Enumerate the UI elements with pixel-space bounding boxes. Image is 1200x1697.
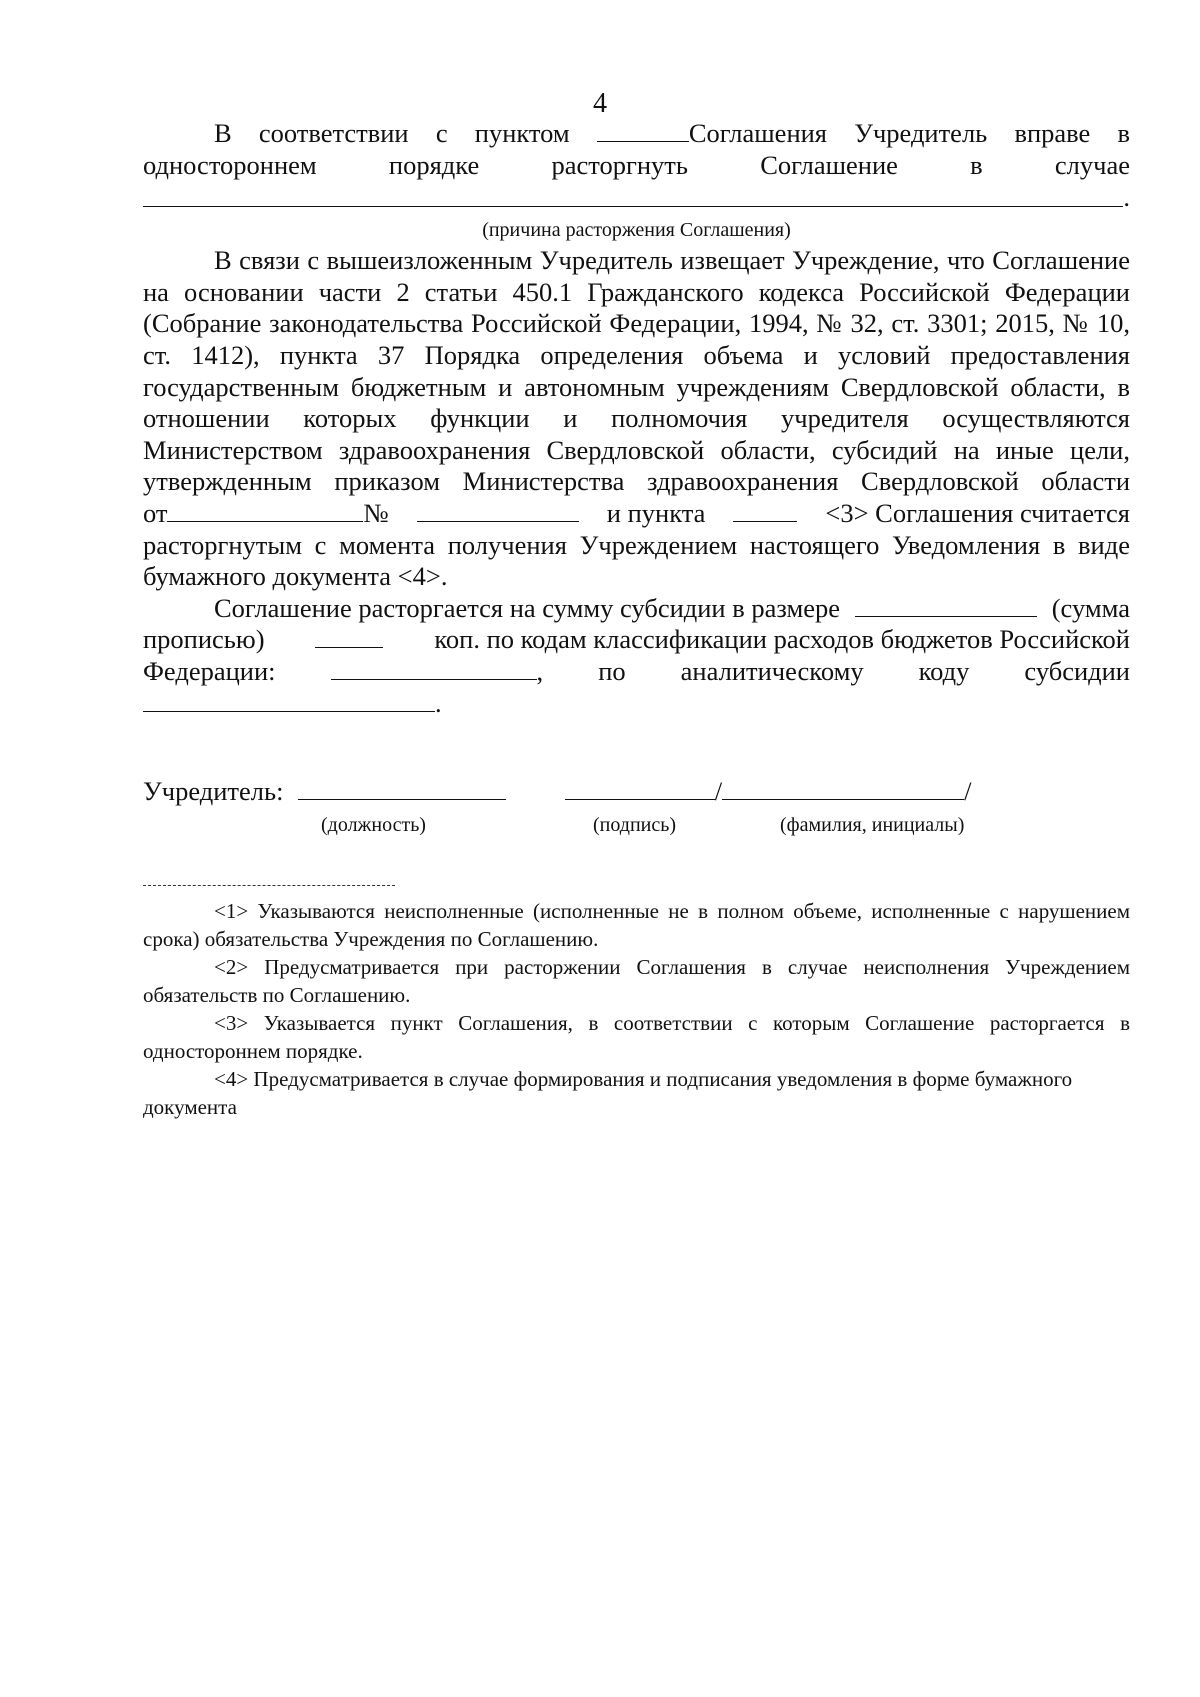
text-line: В связи с вышеизложенным Учредитель извещает Учреждение, что Соглашение [214,245,1130,276]
footnote-separator [143,885,395,886]
notice-body [143,118,1130,719]
termination-reason-field[interactable] [143,181,1130,213]
word: прописью) [143,624,265,655]
signature-row [143,775,1130,807]
word: по [598,655,626,686]
p2-line-11: бумажного документа <4>. [143,561,448,592]
word: (сумма [1051,592,1130,623]
p2-line-6: отношении которых функции и полномочия учредителя осуществляются [143,403,1130,434]
p2-line-8: утвержденным приказом Министерства здравоохранения Свердловской области [143,466,1130,497]
word: случае [1054,149,1130,180]
founder-label: Учредитель: [143,776,284,806]
word: в [1117,118,1130,148]
word: вправе [1014,118,1091,148]
comma: , [536,655,544,686]
signature-field[interactable] [565,799,715,800]
slash: / [714,776,723,806]
p2-line-3: (Собрание законодательства Российской Федерации, 1994, № 32, ст. 3301; 2015, № 10, [143,308,1130,339]
order-date-field[interactable] [143,498,389,530]
footnotes [143,898,1130,1122]
word: коду [918,655,970,686]
full-name-field[interactable] [722,799,964,800]
p3-line-3 [143,656,1130,688]
p2-line-10: расторгнутым с момента получения Учреждением настоящего Уведомления в виде [143,529,1130,560]
clause-number-field[interactable] [597,118,827,150]
subsidy-amount-field[interactable] [855,616,1037,617]
word: с [435,118,448,148]
p2-line-1 [143,245,1130,277]
footnote-4: <4> Предусматривается в случае формирования и подписания уведомления в форме бумажного документа [143,1067,1073,1119]
p3-line-1 [143,593,1130,625]
order-number-field[interactable] [417,521,579,522]
p2-line-9 [143,498,1130,530]
footnote-3: <3> Указывается пункт Соглашения, в соответствии с которым Соглашение расторгается в одностороннем порядке. [143,1011,1130,1063]
full-name-caption: (фамилия, инициалы) [780,814,965,836]
analytic-code-field[interactable] [143,688,1130,720]
p1-line-1 [143,118,1130,150]
word: расторгнуть [551,149,688,180]
word: Федерации: [143,655,276,686]
p2-line-2: на основании части 2 статьи 450.1 Гражданского кодекса Российской Федерации [143,276,1130,307]
word: Соглашение [760,149,898,180]
word: В [214,118,232,148]
position-field[interactable] [298,799,506,800]
text-fragment: коп. по кодам классификации расходов бюджетов Российской [434,624,1130,655]
word: одностороннем [143,149,317,180]
word: субсидии [1024,655,1130,686]
p2-line-4: ст. 1412), пункта 37 Порядка определения объема и условий предоставления [143,339,1130,370]
word: в [970,149,983,180]
kopecks-field[interactable] [315,647,383,648]
line-end-period: . [435,687,442,718]
p2-line-7: Министерством здравоохранения Свердловской области, субсидий на иные цели, [143,434,1130,465]
p2-line-5: государственным бюджетным и автономным учреждениям Свердловской области, в [143,371,1130,402]
word: аналитическому [680,655,864,686]
footnote-2: <2> Предусматривается при расторжении Соглашения в случае неисполнения Учреждением обязательств по Соглашению. [143,955,1130,1007]
word: соответствии [258,118,409,148]
text-fragment: <3> Соглашения считается [825,497,1130,528]
word: от [143,497,168,528]
agreement-clause-field[interactable] [733,521,797,522]
word: пунктом [474,118,570,148]
p1-line-2 [143,150,1130,182]
word: и пункта [606,497,706,528]
line-end-period: . [1123,181,1130,212]
p3-line-2 [143,624,1130,656]
number-sign: № [363,497,389,528]
page-number: 4 [593,88,607,119]
word: порядке [388,149,480,180]
termination-reason-caption: (причина расторжения Соглашения) [482,219,791,242]
position-caption: (должность) [321,814,426,836]
word: Соглашения [688,118,827,148]
budget-code-field[interactable] [331,656,544,688]
signature-caption: (подпись) [593,814,677,836]
text-fragment: Соглашение расторгается на сумму субсидии в размере [214,592,841,623]
footnote-1: <1> Указываются неисполненные (исполненные не в полном объеме, исполненные с нарушением срока) обязательства Учреждения по Соглашению. [143,899,1130,951]
word: Учредитель [854,118,988,148]
slash: / [964,776,972,806]
